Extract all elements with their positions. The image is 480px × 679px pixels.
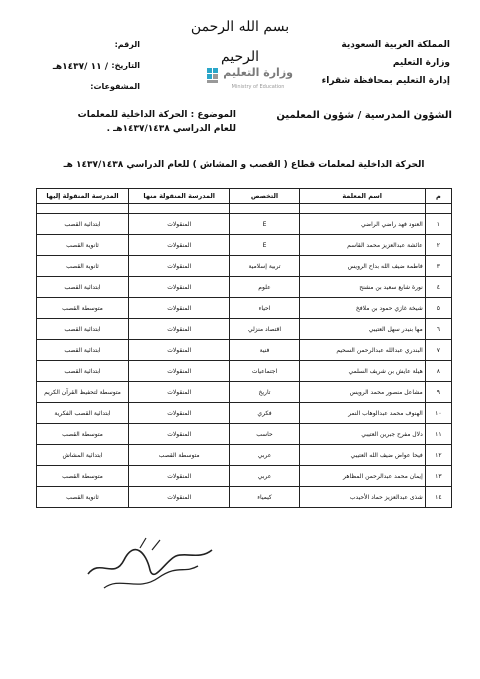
cell-from-school: المنقولات: [128, 298, 229, 319]
cell-to-school: متوسطة القصب: [37, 424, 129, 445]
table-row: [37, 382, 452, 403]
cell-index: ١: [425, 214, 451, 235]
cell-specialty: اجتماعيات: [230, 361, 299, 382]
country-name: المملكة العربية السعودية: [341, 40, 450, 50]
col-to-school: المدرسة المنقولة إليها: [37, 189, 129, 204]
cell-index: ٩: [425, 382, 451, 403]
date-label: التاريخ:: [111, 61, 140, 70]
table-row: [37, 424, 452, 445]
signature-icon: [80, 530, 220, 600]
cell-specialty: احياء: [230, 298, 299, 319]
basmala-calligraphy: بسم الله الرحمن الرحيم: [190, 19, 290, 65]
cell-index: ٥: [425, 298, 451, 319]
cell-from-school: المنقولات: [128, 487, 229, 508]
cell-from-school: متوسطة القصب: [128, 445, 229, 466]
logo-english-text: Ministry of Education: [231, 84, 285, 90]
cell-specialty: اقتصاد منزلي: [230, 319, 299, 340]
cell-specialty: تاريخ: [230, 382, 299, 403]
cell-teacher-name: إيمان محمد عبدالرحمن المظاهر: [299, 466, 425, 487]
col-index: م: [425, 189, 451, 204]
cell-index: ٦: [425, 319, 451, 340]
cell-to-school: ابتدائية القصب: [37, 361, 129, 382]
subject-line: الموضوع : الحركة الداخلية للمعلمات: [77, 110, 236, 120]
cell-to-school: ثانوية القصب: [37, 487, 129, 508]
cell-index: ٢: [425, 235, 451, 256]
col-from-school: المدرسة المنقولة منها: [128, 189, 229, 204]
table-row: [37, 319, 452, 340]
ministry-header: [300, 40, 450, 86]
table-row: [37, 403, 452, 424]
cell-to-school: ابتدائية القصب: [37, 319, 129, 340]
cell-to-school: ابتدائية المشاش: [37, 445, 129, 466]
transfers-table: [36, 188, 452, 508]
cell-index: ٤: [425, 277, 451, 298]
cell-to-school: ابتدائية القصب: [37, 214, 129, 235]
document-title: الحركة الداخلية لمعلمات قطاع ( القصب و المشاش ) للعام الدراسي ١٤٣٧/١٤٣٨ هـ: [63, 160, 425, 170]
table-row: [37, 235, 452, 256]
cell-from-school: المنقولات: [128, 235, 229, 256]
table-row: [37, 256, 452, 277]
department-title: الشؤون المدرسية / شؤون المعلمين: [276, 110, 452, 121]
cell-teacher-name: مها بنيدر سهل العتيبي: [299, 319, 425, 340]
date-value: / ١١ /١٤٣٧هـ: [52, 62, 108, 72]
table-row: [37, 487, 452, 508]
cell-teacher-name: الهنوف محمد عبدالوهاب النمر: [299, 403, 425, 424]
cell-teacher-name: هيلة عايش بن شريف السلمي: [299, 361, 425, 382]
table-row: [37, 466, 452, 487]
cell-from-school: المنقولات: [128, 214, 229, 235]
table-row: [37, 214, 452, 235]
col-teacher-name: اسم المعلمة: [299, 189, 425, 204]
cell-from-school: المنقولات: [128, 382, 229, 403]
table-row: [37, 445, 452, 466]
cell-teacher-name: شذى عبدالعزيز حماد الأحيدب: [299, 487, 425, 508]
cell-index: ١٢: [425, 445, 451, 466]
cell-teacher-name: نورة شايع سعيد بن مشنح: [299, 277, 425, 298]
cell-specialty: عربي: [230, 445, 299, 466]
cell-specialty: كيمياء: [230, 487, 299, 508]
cell-from-school: المنقولات: [128, 256, 229, 277]
cell-to-school: ابتدائية القصب: [37, 340, 129, 361]
directorate-name: إدارة التعليم بمحافظة شقراء: [321, 76, 450, 86]
cell-teacher-name: شيخة غازي حمود بن ملافخ: [299, 298, 425, 319]
cell-index: ١١: [425, 424, 451, 445]
cell-from-school: المنقولات: [128, 466, 229, 487]
cell-specialty: E: [230, 214, 299, 235]
cell-specialty: E: [230, 235, 299, 256]
cell-index: ٧: [425, 340, 451, 361]
ministry-logo: [203, 64, 293, 96]
cell-from-school: المنقولات: [128, 340, 229, 361]
cell-specialty: علوم: [230, 277, 299, 298]
cell-from-school: المنقولات: [128, 277, 229, 298]
ref-label: الرقم:: [114, 40, 140, 49]
cell-from-school: المنقولات: [128, 424, 229, 445]
cell-from-school: المنقولات: [128, 403, 229, 424]
table-header-row: [37, 189, 452, 204]
subject-year: للعام الدراسي ١٤٣٧/١٤٣٨هـ .: [106, 124, 236, 134]
cell-to-school: متوسطة لتحفيظ القرآن الكريم: [37, 382, 129, 403]
table-row: [37, 298, 452, 319]
table-row: [37, 340, 452, 361]
table-row: [37, 361, 452, 382]
cell-teacher-name: مشاعل منصور محمد الرويس: [299, 382, 425, 403]
cell-specialty: عربي: [230, 466, 299, 487]
cell-to-school: ثانوية القصب: [37, 256, 129, 277]
cell-teacher-name: فيحا عواض ضيف الله العتيبي: [299, 445, 425, 466]
cell-to-school: ابتدائية القصب الفكرية: [37, 403, 129, 424]
cell-from-school: المنقولات: [128, 319, 229, 340]
cell-from-school: المنقولات: [128, 361, 229, 382]
cell-teacher-name: عائشة عبدالعزيز محمد القاسم: [299, 235, 425, 256]
cell-specialty: حاسب: [230, 424, 299, 445]
cell-specialty: فنية: [230, 340, 299, 361]
cell-teacher-name: دلال مفرح جبرين العتيبي: [299, 424, 425, 445]
col-specialty: التخصص: [230, 189, 299, 204]
ministry-name: وزارة التعليم: [392, 58, 450, 68]
cell-to-school: متوسطة القصب: [37, 466, 129, 487]
cell-specialty: تربية إسلامية: [230, 256, 299, 277]
cell-index: ١٣: [425, 466, 451, 487]
cell-index: ١٠: [425, 403, 451, 424]
cell-teacher-name: العنود فهد راضي الراضي: [299, 214, 425, 235]
table-row: [37, 277, 452, 298]
table-spacer-row: [37, 204, 452, 214]
cell-teacher-name: البندري عبدالله عبدالرحمن السحيم: [299, 340, 425, 361]
cell-index: ١٤: [425, 487, 451, 508]
signature: [80, 530, 220, 600]
cell-teacher-name: فاطمة ضيف الله بداح الرويس: [299, 256, 425, 277]
cell-index: ٨: [425, 361, 451, 382]
cell-to-school: ابتدائية القصب: [37, 277, 129, 298]
attachments-label: المشفوعات:: [90, 82, 140, 91]
cell-to-school: ثانوية القصب: [37, 235, 129, 256]
cell-to-school: متوسطة القصب: [37, 298, 129, 319]
cell-index: ٣: [425, 256, 451, 277]
cell-specialty: فكري: [230, 403, 299, 424]
logo-arabic-text: وزارة التعليم: [223, 66, 293, 79]
